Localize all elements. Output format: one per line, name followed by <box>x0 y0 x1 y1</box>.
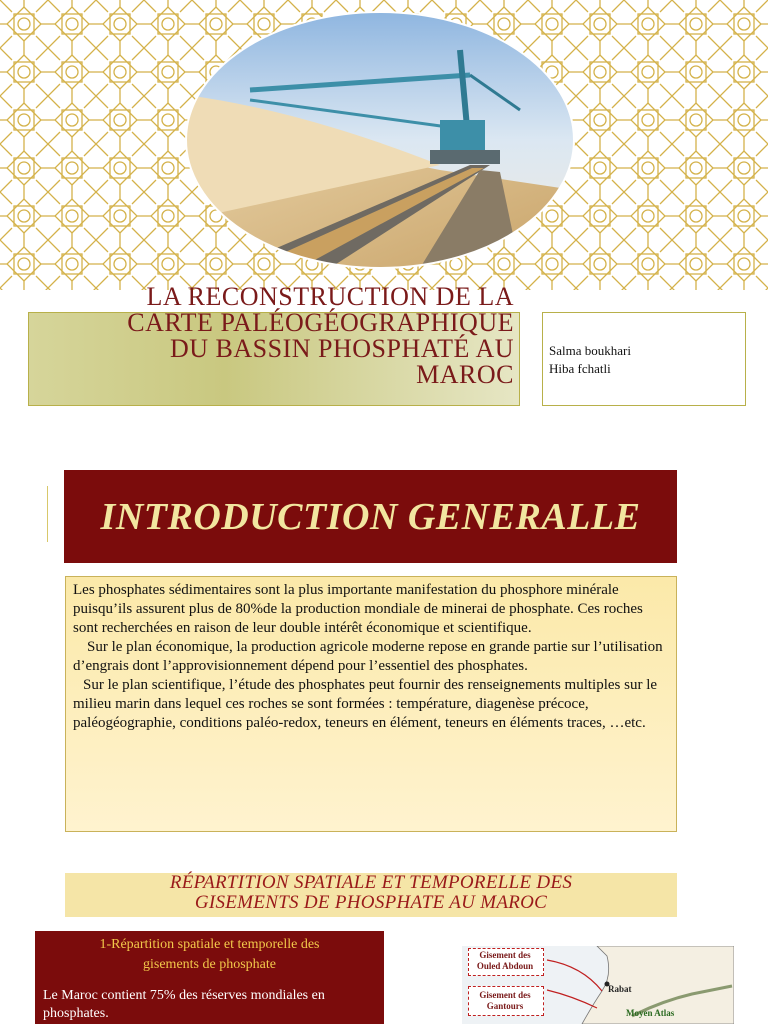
paragraph: Les phosphates sédimentaires sont la plus importante manifestation du phosphore minérale puisqu’ils assurent plus de 80%de la production mondiale de minerai de phosphate. Ces roches sont recherchées en raison de leur double intérêt économique et scientifique. <box>73 582 643 636</box>
intro-banner <box>64 470 677 563</box>
paragraph: Sur le plan économique, la production agricole moderne repose en grande partie sur l’utilisation d’engrais dont l’approvisionnement dépend pour l’essentiel des phosphates. <box>73 639 663 674</box>
distribution-box <box>35 931 384 1024</box>
authors-box <box>542 312 746 406</box>
map-label-line: Gisement des <box>479 950 531 960</box>
intro-text-box <box>65 576 677 832</box>
section-title-line: GISEMENTS DE PHOSPHATE AU MAROC <box>194 892 548 913</box>
geometric-pattern-background <box>0 0 768 290</box>
presentation-title <box>30 284 514 388</box>
ouled-abdoun-label <box>468 950 542 972</box>
map-label-line: Gantours <box>486 1001 524 1011</box>
section-title <box>65 873 677 913</box>
paragraph: Sur le plan scientifique, l’étude des phosphates peut fournir des renseignements multiples sur le milieu marin dans lequel ces roches se sont formées : température, diagenèse précoce, paléogéographie, conditions paléo-redox, teneurs en élément, teneurs en éléments traces, …etc. <box>73 677 658 731</box>
gantours-label <box>468 990 542 1012</box>
map-label-line: Gisement des <box>479 990 531 1000</box>
phosphate-mine-photo <box>186 12 574 268</box>
section-title-line: RÉPARTITION SPATIALE ET TEMPORELLE DES <box>169 872 573 893</box>
distribution-text: Le Maroc contient 75% des réserves mondiales en phosphates. <box>43 988 325 1021</box>
author-name: Salma boukhari <box>549 343 631 358</box>
title-line: MAROC <box>416 360 514 389</box>
title-slide <box>0 0 768 420</box>
region-label: Moyen Atlas <box>626 1008 675 1018</box>
distribution-title-line: 1-Répartition spatiale et temporelle des <box>99 937 320 952</box>
intro-text <box>73 581 671 733</box>
distribution-title-line: gisements de phosphate <box>143 957 276 972</box>
title-line: LA RECONSTRUCTION DE LA <box>146 282 514 311</box>
title-line: CARTE PALÉOGÉOGRAPHIQUE <box>127 308 514 337</box>
title-line: DU BASSIN PHOSPHATÉ AU <box>169 334 514 363</box>
phosphate-map <box>462 946 734 1024</box>
author-name: Hiba fchatli <box>549 361 611 376</box>
distribution-title <box>35 935 384 975</box>
map-label-line: Ouled Abdoun <box>476 961 534 971</box>
section-banner <box>65 873 677 917</box>
intro-title: INTRODUCTION GENERALLE <box>100 495 641 538</box>
city-label: Rabat <box>608 984 632 994</box>
decorative-line <box>47 486 48 542</box>
